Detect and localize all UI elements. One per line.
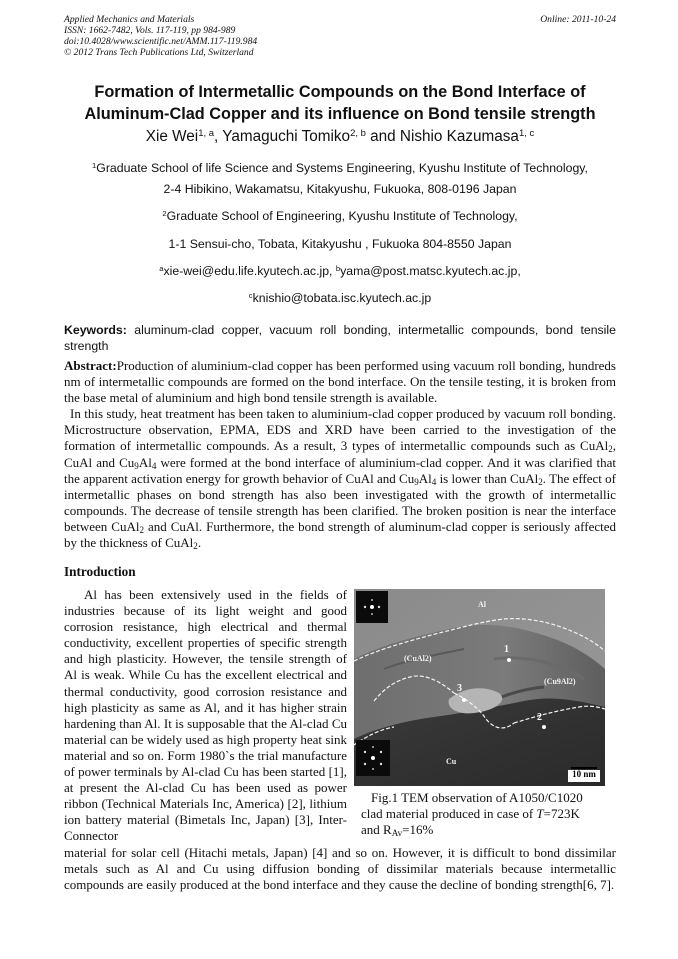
email-b: yama@post.matsc.kyutech.ac.jp, — [340, 264, 521, 278]
journal-doi: doi:10.4028/www.scientific.net/AMM.117-119.984 — [64, 36, 258, 47]
journal-name: Applied Mechanics and Materials — [64, 14, 195, 25]
journal-copyright: © 2012 Trans Tech Publications Ltd, Switzerland — [64, 47, 254, 58]
author-and: and — [365, 128, 400, 145]
journal-header — [64, 14, 616, 58]
abstract-paragraph-2: In this study, heat treatment has been taken to aluminium-clad copper produced by vacuum roll bonding. Microstructure observation, EPMA, EDS and XRD have been carried to the investigation of the formation of intermetallic compounds. As a result, 3 types of intermetallic compounds such as CuAl$_2$, CuAl and $Cu_9Al_4$ were formed at the bond interface of aluminium-clad copper. And it was clarified that the apparent activation energy for growth behavior of CuAl and $Cu_9Al_4$ is lower than CuAl$_2$. The effect of intermetallic phases on bond strength has also been investigated with the growth of intermetallic compounds. The decrease of tensile strength has been clarified. The broken position is near the interface between CuAl$_2$ and CuAl. Furthermore, the bond strength of aluminum-clad copper is seriously affected by the thickness of CuAl$_2$. — [64, 406, 617, 551]
keywords-text: aluminum-clad copper, vacuum roll bonding, intermetallic compounds, bond tensile strength — [64, 323, 616, 353]
journal-issn: ISSN: 1662-7482, Vols. 117-119, pp 984-989 — [64, 25, 236, 36]
author-3: Nishio Kazumasa — [399, 128, 519, 145]
affiliation-2-marker: 2 — [162, 208, 167, 218]
author-2-affil: 2, b — [350, 127, 366, 139]
region-label-cu: Cu — [446, 757, 457, 766]
caption-line-3: and $R_{Av}=16\%$ — [361, 822, 434, 838]
email-line-2: $^c$knishio@tobata.isc.kyutech.ac.jp — [248, 290, 432, 305]
title-line-1: Formation of Intermetallic Compounds on the Bond Interface of — [94, 83, 586, 101]
affiliation-1-marker: 1 — [92, 160, 97, 170]
tem-micrograph-image — [354, 589, 605, 786]
title-line-2: Aluminum-Clad Copper and its influence on Bond tensile strength — [84, 105, 596, 123]
diffraction-inset-bottom — [356, 740, 390, 776]
author-1: Xie Wei — [145, 128, 199, 145]
online-date: Online: 2011-10-24 — [540, 14, 616, 25]
marker-label-1: 1 — [504, 644, 509, 655]
tem-micrograph — [354, 589, 605, 786]
marker-point-2 — [542, 725, 546, 729]
affiliation-1-line-1: $^1$Graduate School of life Science and Systems Engineering, Kyushu Institute of Technology, — [92, 160, 588, 175]
introduction-continued-text: material for solar cell (Hitachi metals, Japan) [4] and so on. However, it is difficult to bond dissimilar metals such as Al and Cu using diffusion bonding of dissimilar materials because intermetallic compounds are easily produced at the bond interface and they cause the decline of bonding strength[6, 7]. — [64, 845, 616, 893]
caption-line-2: clad material produced in case of T=723K — [361, 806, 580, 822]
affiliation-1-line-2: 2-4 Hibikino, Wakamatsu, Kitakyushu, Fukuoka, 808-0196 Japan — [163, 182, 517, 196]
email-line-1: $^a$xie-wei@edu.life.kyutech.ac.jp, $^b$yama@post.matsc.kyutech.ac.jp, — [159, 263, 521, 278]
email-c: knishio@tobata.isc.kyutech.ac.jp — [252, 291, 432, 305]
marker-label-2: 2 — [537, 712, 542, 723]
author-sep: , — [214, 128, 223, 145]
marker-point-1 — [507, 658, 511, 662]
affiliation-2-line-1: $^2$Graduate School of Engineering, Kyushu Institute of Technology, — [162, 208, 518, 223]
diffraction-inset-top — [356, 591, 388, 623]
caption-line-1: Fig.1 TEM observation of A1050/C1020 — [371, 790, 583, 805]
region-label-cual2: (CuAl2) — [404, 654, 432, 663]
email-a: xie-wei@edu.life.kyutech.ac.jp, — [163, 264, 336, 278]
region-label-cu9al2: (Cu9Al2) — [544, 677, 576, 686]
figure-caption — [361, 790, 609, 838]
author-1-affil: 1, a — [198, 127, 215, 139]
introduction-column-text: Al has been extensively used in the fields of industries because of its light weight and good corrosion resistance, high electrical and thermal conductivity, excellent properties of specific strength and high plasticity. However, the tensile strength of Al is weak. While Cu has the excellent electrical and thermal conductivity, good corrosion resistance and high plasticity as same as Al, and it has higher strain hardening than Al. It is supposable that the Al-clad Cu material can be widely used as high property heat sink material and so on. Form 1980`s the trial manufacture of power terminals by Al-clad Cu has been started [1], at present the Al-clad Cu has been used as power ribbon (Technical Materials Inc, America) [2], lithium ion battery material (Bimetals Inc, Japan) [3], Inter-Connector — [64, 587, 347, 844]
marker-point-3 — [462, 698, 466, 702]
author-3-affil: 1, c — [518, 127, 535, 139]
section-heading-introduction: Introduction — [64, 564, 136, 579]
author-2: Yamaguchi Tomiko — [222, 128, 351, 145]
affiliation-2-line-2: 1-1 Sensui-cho, Tobata, Kitakyushu , Fukuoka 804-8550 Japan — [168, 237, 512, 251]
paper-title — [64, 81, 616, 125]
marker-label-3: 3 — [457, 683, 462, 694]
region-label-al: Al — [478, 600, 486, 609]
abstract — [64, 358, 616, 551]
abstract-label: Abstract: — [64, 358, 117, 373]
author-list — [64, 127, 616, 147]
scale-label: 10 nm — [572, 769, 596, 779]
keywords — [64, 322, 616, 354]
abstract-paragraph-1: Abstract:Production of aluminium-clad copper has been performed using vacuum roll bonding, hundreds nm of intermetallic compounds are formed on the bond interface. On the tensile testing, it is broken from the base metal of aluminium and high bond tensile strength is available. — [64, 358, 616, 406]
keywords-label: Keywords: — [64, 323, 127, 337]
